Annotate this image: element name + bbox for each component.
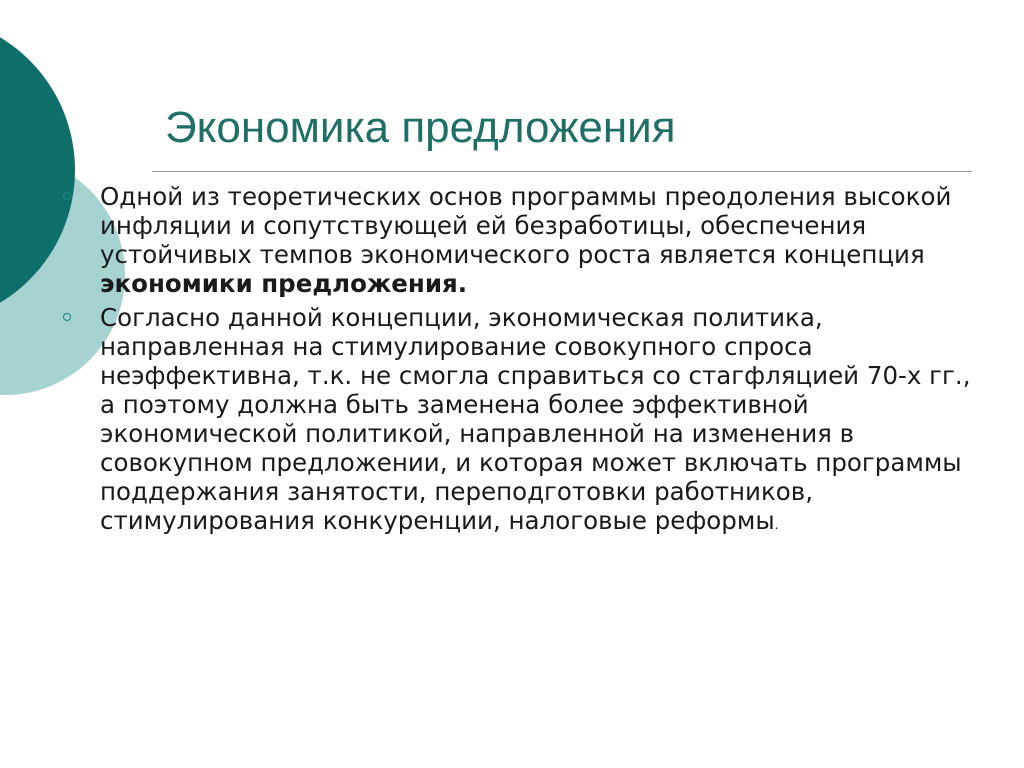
bullet-1-bold-text: экономики предложения. (100, 269, 468, 298)
bullet-2-text: Согласно данной концепции, экономическая политика, направленная на стимулирование совокупного спроса неэффективна, т.к. не смогла справиться со стагфляцией 70-х гг., а поэтому должна быть заменена более эффективной экономической политикой, направленной на изменения в совокупном предложении, и которая может включать программы поддержания занятости, переподготовки работников, стимулирования конкуренции, налоговые реформы (100, 303, 971, 535)
bullet-item-2 (100, 303, 980, 540)
bullet-list (100, 182, 980, 545)
bullet-2-tail: . (774, 518, 779, 532)
bullet-item-1 (100, 182, 980, 298)
hollow-circle-bullet-icon (63, 192, 71, 200)
title-divider (152, 171, 972, 172)
slide-title: Экономика предложения (165, 103, 676, 152)
bullet-1-text: Одной из теоретических основ программы преодоления высокой инфляции и сопутствующей ей безработицы, обеспечения устойчивых темпов экономического роста является концепция (100, 182, 952, 269)
hollow-circle-bullet-icon (63, 313, 71, 321)
